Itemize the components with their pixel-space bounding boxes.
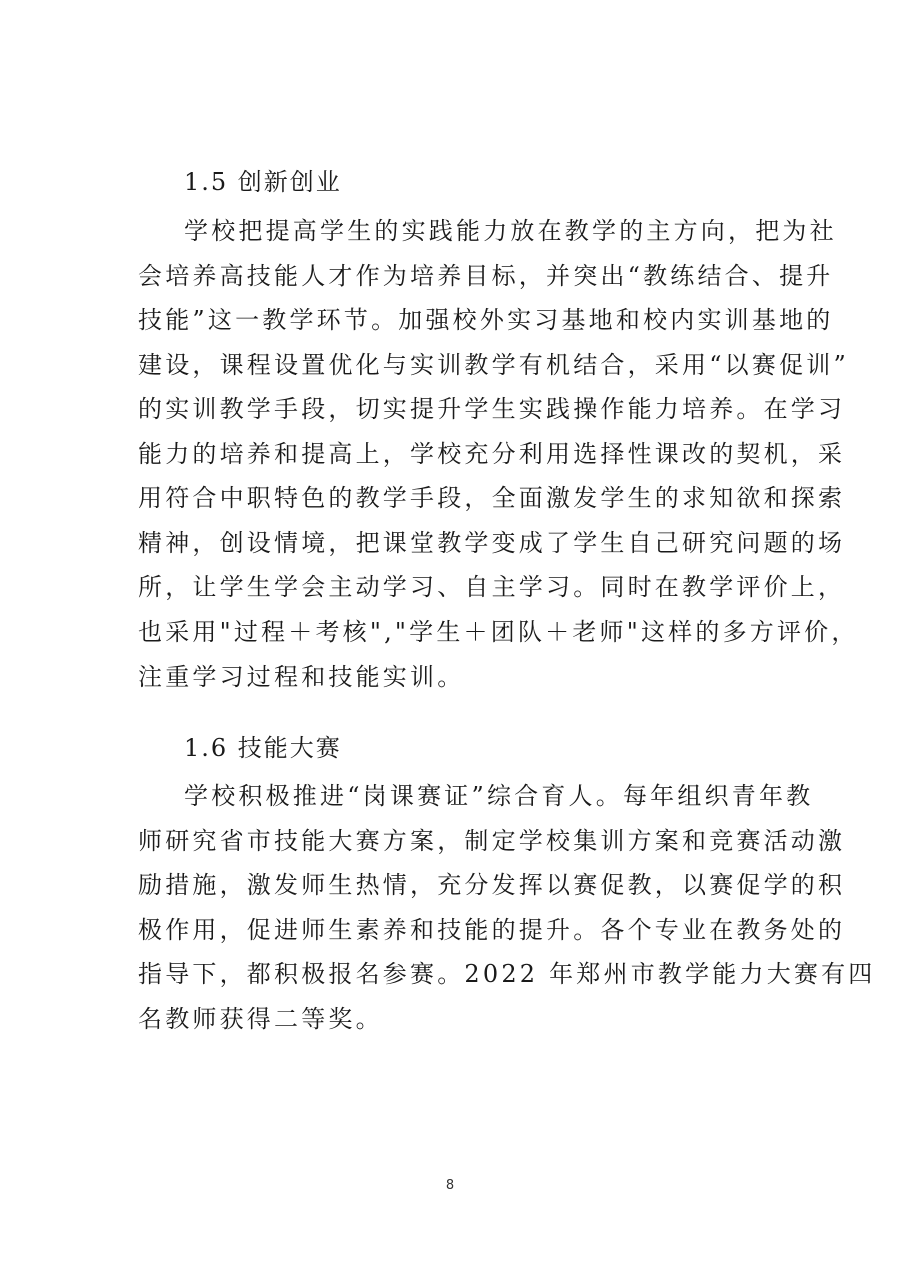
paragraph-line: 师研究省市技能大赛方案，制定学校集训方案和竞赛活动激 [138,827,846,855]
paragraph-line: 技能”这一教学环节。加强校外实习基地和校内实训基地的 [138,306,834,334]
paragraph-line: 极作用，促进师生素养和技能的提升。各个专业在教务处的 [138,916,846,944]
paragraph-line: 建设，课程设置优化与实训教学有机结合，采用“以赛促训” [138,351,849,379]
paragraph-line: 用符合中职特色的教学手段，全面激发学生的求知欲和探索 [138,484,846,512]
section-heading-1-5: 1.5 创新创业 [184,168,342,196]
paragraph-line: 名教师获得二等奖。 [138,1005,383,1033]
paragraph-line: 会培养高技能人才作为培养目标，并突出“教练结合、提升 [138,262,834,290]
paragraph-line: 学校积极推进“岗课赛证”综合育人。每年组织青年教 [184,782,814,810]
page-number: 8 [445,1178,455,1193]
paragraph-line: 精神，创设情境，把课堂教学变成了学生自己研究问题的场 [138,529,846,557]
paragraph-line: 指导下，都积极报名参赛。2022 年郑州市教学能力大赛有四 [138,960,876,988]
paragraph-line: 也采用"过程＋考核","学生＋团队＋老师"这样的多方评价， [138,618,859,646]
paragraph-line: 注重学习过程和技能实训。 [138,663,465,691]
paragraph-line: 的实训教学手段，切实提升学生实践操作能力培养。在学习 [138,395,846,423]
paragraph-line: 励措施，激发师生热情，充分发挥以赛促教，以赛促学的积 [138,871,846,899]
paragraph-line: 能力的培养和提高上，学校充分利用选择性课改的契机，采 [138,440,846,468]
section-heading-1-6: 1.6 技能大赛 [184,734,342,762]
paragraph-line: 学校把提高学生的实践能力放在教学的主方向，把为社 [184,217,837,245]
paragraph-line: 所，让学生学会主动学习、自主学习。同时在教学评价上， [138,573,846,601]
